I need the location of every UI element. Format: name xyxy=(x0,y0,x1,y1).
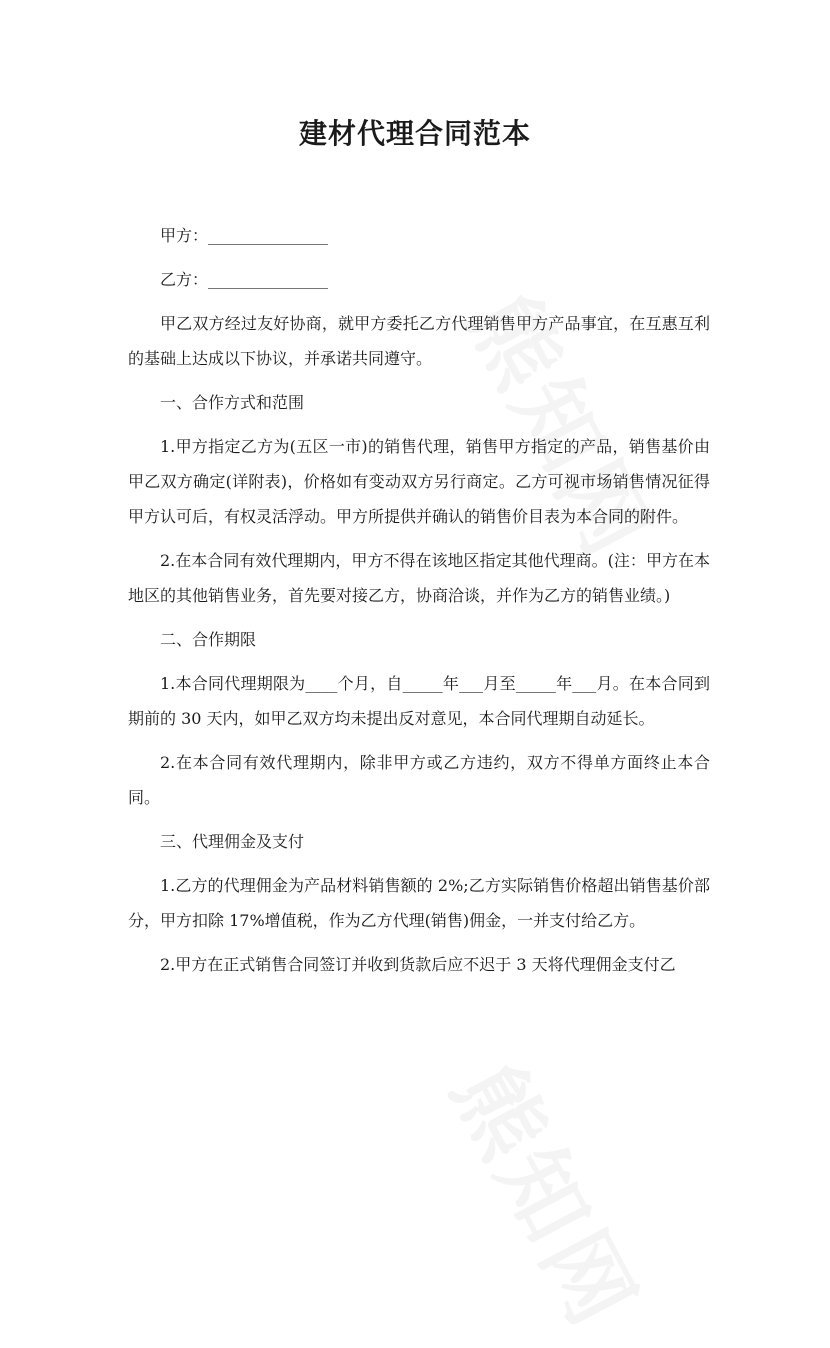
clause-paragraph: 2.在本合同有效代理期内，甲方不得在该地区指定其他代理商。(注：甲方在本地区的其他销售业务，首先要对接乙方，协商洽谈，并作为乙方的销售业绩。) xyxy=(128,551,710,605)
preamble-paragraph: 甲乙双方经过友好协商，就甲方委托乙方代理销售甲方产品事宜，在互惠互利的基础上达成以下协议，并承诺共同遵守。 xyxy=(128,314,710,368)
clause-paragraph: 2.在本合同有效代理期内，除非甲方或乙方违约，双方不得单方面终止本合同。 xyxy=(128,753,710,807)
document-title: 建材代理合同范本 xyxy=(298,117,531,150)
section-heading: 一、合作方式和范围 xyxy=(160,393,305,412)
clause-paragraph: 1.本合同代理期限为____个月，自_____年___月至_____年___月。在本合同到期前的 30 天内，如甲乙双方均未提出反对意见，本合同代理期自动延长。 xyxy=(128,674,710,728)
party-a-line: 甲方：_______________ xyxy=(160,226,329,245)
section-heading: 三、代理佣金及支付 xyxy=(160,832,305,851)
document-body xyxy=(128,218,710,991)
clause-paragraph: 1.甲方指定乙方为(五区一市)的销售代理，销售甲方指定的产品，销售基价由甲乙双方确定(详附表)，价格如有变动双方另行商定。乙方可视市场销售情况征得甲方认可后，有权灵活浮动。甲方所提供并确认的销售价目表为本合同的附件。 xyxy=(128,437,710,526)
section-heading: 二、合作期限 xyxy=(160,630,257,649)
party-b-line: 乙方：_______________ xyxy=(160,270,329,289)
watermark xyxy=(429,1040,673,1348)
clause-paragraph: 2.甲方在正式销售合同签订并收到货款后应不迟于 3 天将代理佣金支付乙 xyxy=(160,955,676,974)
clause-paragraph: 1.乙方的代理佣金为产品材料销售额的 2%;乙方实际销售价格超出销售基价部分，甲方扣除 17%增值税，作为乙方代理(销售)佣金，一并支付给乙方。 xyxy=(128,876,710,930)
